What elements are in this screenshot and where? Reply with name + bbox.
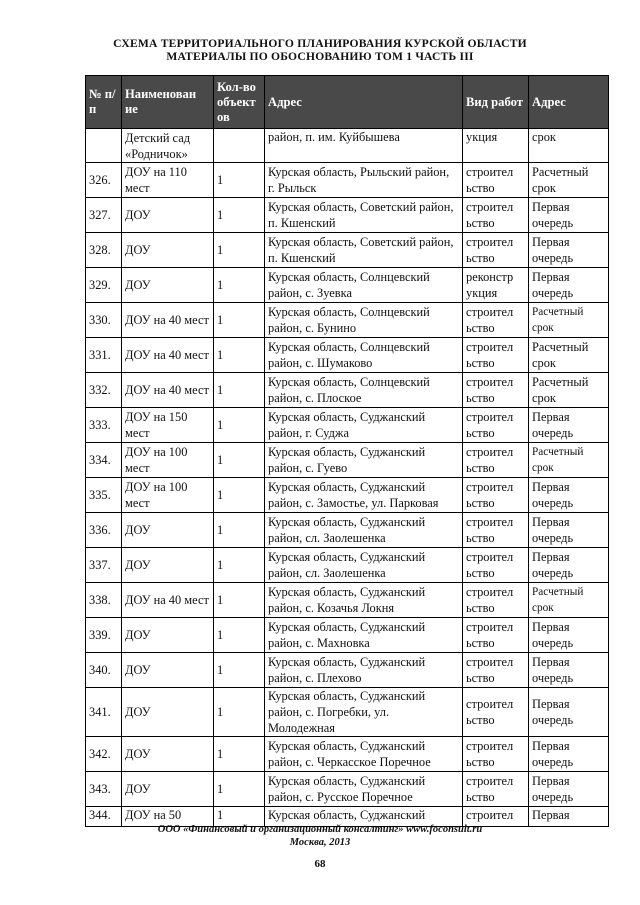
cell-address: Курская область, Суджанский район, с. Русское Поречное bbox=[265, 772, 463, 807]
cell-address: Курская область, Солнцевский район, с. Плоское bbox=[265, 373, 463, 408]
cell-name: ДОУ bbox=[122, 688, 214, 737]
cell-count: 1 bbox=[214, 303, 265, 338]
cell-num: 335. bbox=[86, 478, 122, 513]
cell-term: Первая очередь bbox=[529, 618, 609, 653]
table-row bbox=[86, 373, 609, 408]
cell-name: ДОУ на 40 мест bbox=[122, 338, 214, 373]
cell-term: Расчетный срок bbox=[529, 163, 609, 198]
cell-count: 1 bbox=[214, 198, 265, 233]
cell-work: строител ьство bbox=[463, 548, 529, 583]
cell-term: Первая очередь bbox=[529, 268, 609, 303]
cell-num: 339. bbox=[86, 618, 122, 653]
cell-num: 336. bbox=[86, 513, 122, 548]
cell-name: ДОУ на 110 мест bbox=[122, 163, 214, 198]
cell-count: 1 bbox=[214, 408, 265, 443]
table-row bbox=[86, 268, 609, 303]
cell-term: Расчетный срок bbox=[529, 303, 609, 338]
cell-address: Курская область, Суджанский район, с. Гуево bbox=[265, 443, 463, 478]
col-header-term: Адрес bbox=[529, 76, 609, 129]
table-row bbox=[86, 583, 609, 618]
cell-work: строител ьство bbox=[463, 198, 529, 233]
table-row bbox=[86, 233, 609, 268]
cell-name: ДОУ на 40 мест bbox=[122, 303, 214, 338]
table-row bbox=[86, 653, 609, 688]
table-row bbox=[86, 303, 609, 338]
cell-name: ДОУ bbox=[122, 268, 214, 303]
cell-num: 341. bbox=[86, 688, 122, 737]
document-footer bbox=[0, 823, 640, 849]
cell-count: 1 bbox=[214, 688, 265, 737]
cell-address: Курская область, Солнцевский район, с. Бунино bbox=[265, 303, 463, 338]
col-header-work: Вид работ bbox=[463, 76, 529, 129]
cell-term: Первая очередь bbox=[529, 198, 609, 233]
cell-work: строител ьство bbox=[463, 653, 529, 688]
cell-term: Первая bbox=[529, 807, 609, 827]
cell-num: 344. bbox=[86, 807, 122, 827]
kindergarten-table bbox=[85, 75, 609, 827]
table-row bbox=[86, 478, 609, 513]
cell-name: ДОУ на 150 мест bbox=[122, 408, 214, 443]
header-title: СХЕМА ТЕРРИТОРИАЛЬНОГО ПЛАНИРОВАНИЯ КУРСКОЙ ОБЛАСТИ bbox=[113, 37, 527, 50]
cell-address: Курская область, Суджанский bbox=[265, 807, 463, 827]
cell-name: ДОУ bbox=[122, 653, 214, 688]
cell-term: Первая очередь bbox=[529, 772, 609, 807]
cell-num: 329. bbox=[86, 268, 122, 303]
footer-company: ООО «Финансовый и организационный консалтинг» www.foconsult.ru bbox=[157, 824, 483, 835]
cell-work: строител bbox=[463, 807, 529, 827]
cell-work: строител ьство bbox=[463, 443, 529, 478]
cell-num: 340. bbox=[86, 653, 122, 688]
table-row-continuation bbox=[86, 129, 609, 163]
table-row bbox=[86, 772, 609, 807]
cell-term: Расчетный срок bbox=[529, 373, 609, 408]
header-subtitle: МАТЕРИАЛЫ ПО ОБОСНОВАНИЮ ТОМ 1 ЧАСТЬ III bbox=[166, 50, 474, 63]
cell-name: ДОУ bbox=[122, 772, 214, 807]
cell-name: ДОУ на 100 мест bbox=[122, 443, 214, 478]
table-row bbox=[86, 688, 609, 737]
cell-count: 1 bbox=[214, 737, 265, 772]
cell-count: 1 bbox=[214, 583, 265, 618]
cell-term: Первая очередь bbox=[529, 478, 609, 513]
cell-work: строител ьство bbox=[463, 737, 529, 772]
cell-num: 332. bbox=[86, 373, 122, 408]
cell-address: Курская область, Суджанский район, г. Суджа bbox=[265, 408, 463, 443]
cell-address: Курская область, Суджанский район, сл. Заолешенка bbox=[265, 513, 463, 548]
table-row bbox=[86, 408, 609, 443]
cell-address: Курская область, Суджанский район, с. Погребки, ул. Молодежная bbox=[265, 688, 463, 737]
cell-address: Курская область, Суджанский район, с. Черкасское Поречное bbox=[265, 737, 463, 772]
cell-work: строител ьство bbox=[463, 408, 529, 443]
cell-work: строител ьство bbox=[463, 338, 529, 373]
document-header bbox=[0, 37, 640, 63]
cell-work: строител ьство bbox=[463, 513, 529, 548]
cell-address: Курская область, Суджанский район, с. Плехово bbox=[265, 653, 463, 688]
cell-num: 337. bbox=[86, 548, 122, 583]
table-row bbox=[86, 198, 609, 233]
cell-address: Курская область, Рыльский район, г. Рыльск bbox=[265, 163, 463, 198]
table-row bbox=[86, 338, 609, 373]
cell-address: Курская область, Суджанский район, с. Замостье, ул. Парковая bbox=[265, 478, 463, 513]
cell-name: ДОУ bbox=[122, 548, 214, 583]
cell-count: 1 bbox=[214, 443, 265, 478]
cell-count: 1 bbox=[214, 373, 265, 408]
table-row bbox=[86, 513, 609, 548]
cell-work: строител ьство bbox=[463, 583, 529, 618]
cell-name: ДОУ bbox=[122, 233, 214, 268]
cell-num: 330. bbox=[86, 303, 122, 338]
col-header-count: Кол-во объект ов bbox=[214, 76, 265, 129]
cell-term: Расчетный срок bbox=[529, 338, 609, 373]
cell-address: Курская область, Суджанский район, с. Козачья Локня bbox=[265, 583, 463, 618]
cell-num: 334. bbox=[86, 443, 122, 478]
cell-num: 338. bbox=[86, 583, 122, 618]
cell-term: Первая очередь bbox=[529, 408, 609, 443]
cell-address: район, п. им. Куйбышева bbox=[265, 129, 463, 163]
cell-count: 1 bbox=[214, 478, 265, 513]
cell-name: ДОУ на 50 bbox=[122, 807, 214, 827]
cell-work: строител ьство bbox=[463, 688, 529, 737]
cell-address: Курская область, Суджанский район, с. Махновка bbox=[265, 618, 463, 653]
cell-num: 333. bbox=[86, 408, 122, 443]
cell-num: 326. bbox=[86, 163, 122, 198]
cell-work: строител ьство bbox=[463, 618, 529, 653]
cell-address: Курская область, Солнцевский район, с. Шумаково bbox=[265, 338, 463, 373]
cell-work: строител ьство bbox=[463, 163, 529, 198]
cell-num: 342. bbox=[86, 737, 122, 772]
cell-work: строител ьство bbox=[463, 373, 529, 408]
page-number: 68 bbox=[314, 858, 326, 870]
cell-count: 1 bbox=[214, 807, 265, 827]
cell-count: 1 bbox=[214, 653, 265, 688]
cell-count: 1 bbox=[214, 772, 265, 807]
table-header-row bbox=[86, 76, 609, 129]
cell-num bbox=[86, 129, 122, 163]
col-header-name: Наименован ие bbox=[122, 76, 214, 129]
cell-name: Детский сад «Родничок» bbox=[122, 129, 214, 163]
cell-name: ДОУ на 40 мест bbox=[122, 583, 214, 618]
table-row bbox=[86, 163, 609, 198]
cell-count: 1 bbox=[214, 233, 265, 268]
cell-name: ДОУ на 100 мест bbox=[122, 478, 214, 513]
cell-term: Первая очередь bbox=[529, 688, 609, 737]
cell-address: Курская область, Советский район, п. Кшенский bbox=[265, 198, 463, 233]
col-header-num: № п/п bbox=[86, 76, 122, 129]
cell-term: Первая очередь bbox=[529, 548, 609, 583]
cell-count: 1 bbox=[214, 268, 265, 303]
cell-address: Курская область, Советский район, п. Кшенский bbox=[265, 233, 463, 268]
table-row bbox=[86, 618, 609, 653]
footer-city-year: Москва, 2013 bbox=[289, 837, 351, 848]
cell-work: строител ьство bbox=[463, 478, 529, 513]
cell-term: срок bbox=[529, 129, 609, 163]
cell-term: Первая очередь bbox=[529, 233, 609, 268]
cell-count: 1 bbox=[214, 338, 265, 373]
cell-name: ДОУ bbox=[122, 513, 214, 548]
cell-count bbox=[214, 129, 265, 163]
cell-term: Расчетный срок bbox=[529, 443, 609, 478]
cell-term: Первая очередь bbox=[529, 653, 609, 688]
cell-name: ДОУ bbox=[122, 737, 214, 772]
cell-address: Курская область, Солнцевский район, с. Зуевка bbox=[265, 268, 463, 303]
table-row bbox=[86, 737, 609, 772]
cell-count: 1 bbox=[214, 513, 265, 548]
cell-name: ДОУ на 40 мест bbox=[122, 373, 214, 408]
cell-name: ДОУ bbox=[122, 198, 214, 233]
cell-name: ДОУ bbox=[122, 618, 214, 653]
cell-count: 1 bbox=[214, 163, 265, 198]
cell-term: Первая очередь bbox=[529, 737, 609, 772]
cell-term: Первая очередь bbox=[529, 513, 609, 548]
table-row bbox=[86, 443, 609, 478]
cell-count: 1 bbox=[214, 618, 265, 653]
cell-num: 327. bbox=[86, 198, 122, 233]
cell-address: Курская область, Суджанский район, сл. Заолешенка bbox=[265, 548, 463, 583]
table-row bbox=[86, 548, 609, 583]
cell-work: реконстр укция bbox=[463, 268, 529, 303]
cell-work: строител ьство bbox=[463, 303, 529, 338]
cell-work: строител ьство bbox=[463, 233, 529, 268]
cell-num: 331. bbox=[86, 338, 122, 373]
cell-num: 343. bbox=[86, 772, 122, 807]
cell-work: строител ьство bbox=[463, 772, 529, 807]
cell-num: 328. bbox=[86, 233, 122, 268]
cell-count: 1 bbox=[214, 548, 265, 583]
col-header-address: Адрес bbox=[265, 76, 463, 129]
cell-term: Расчетный срок bbox=[529, 583, 609, 618]
cell-work: укция bbox=[463, 129, 529, 163]
